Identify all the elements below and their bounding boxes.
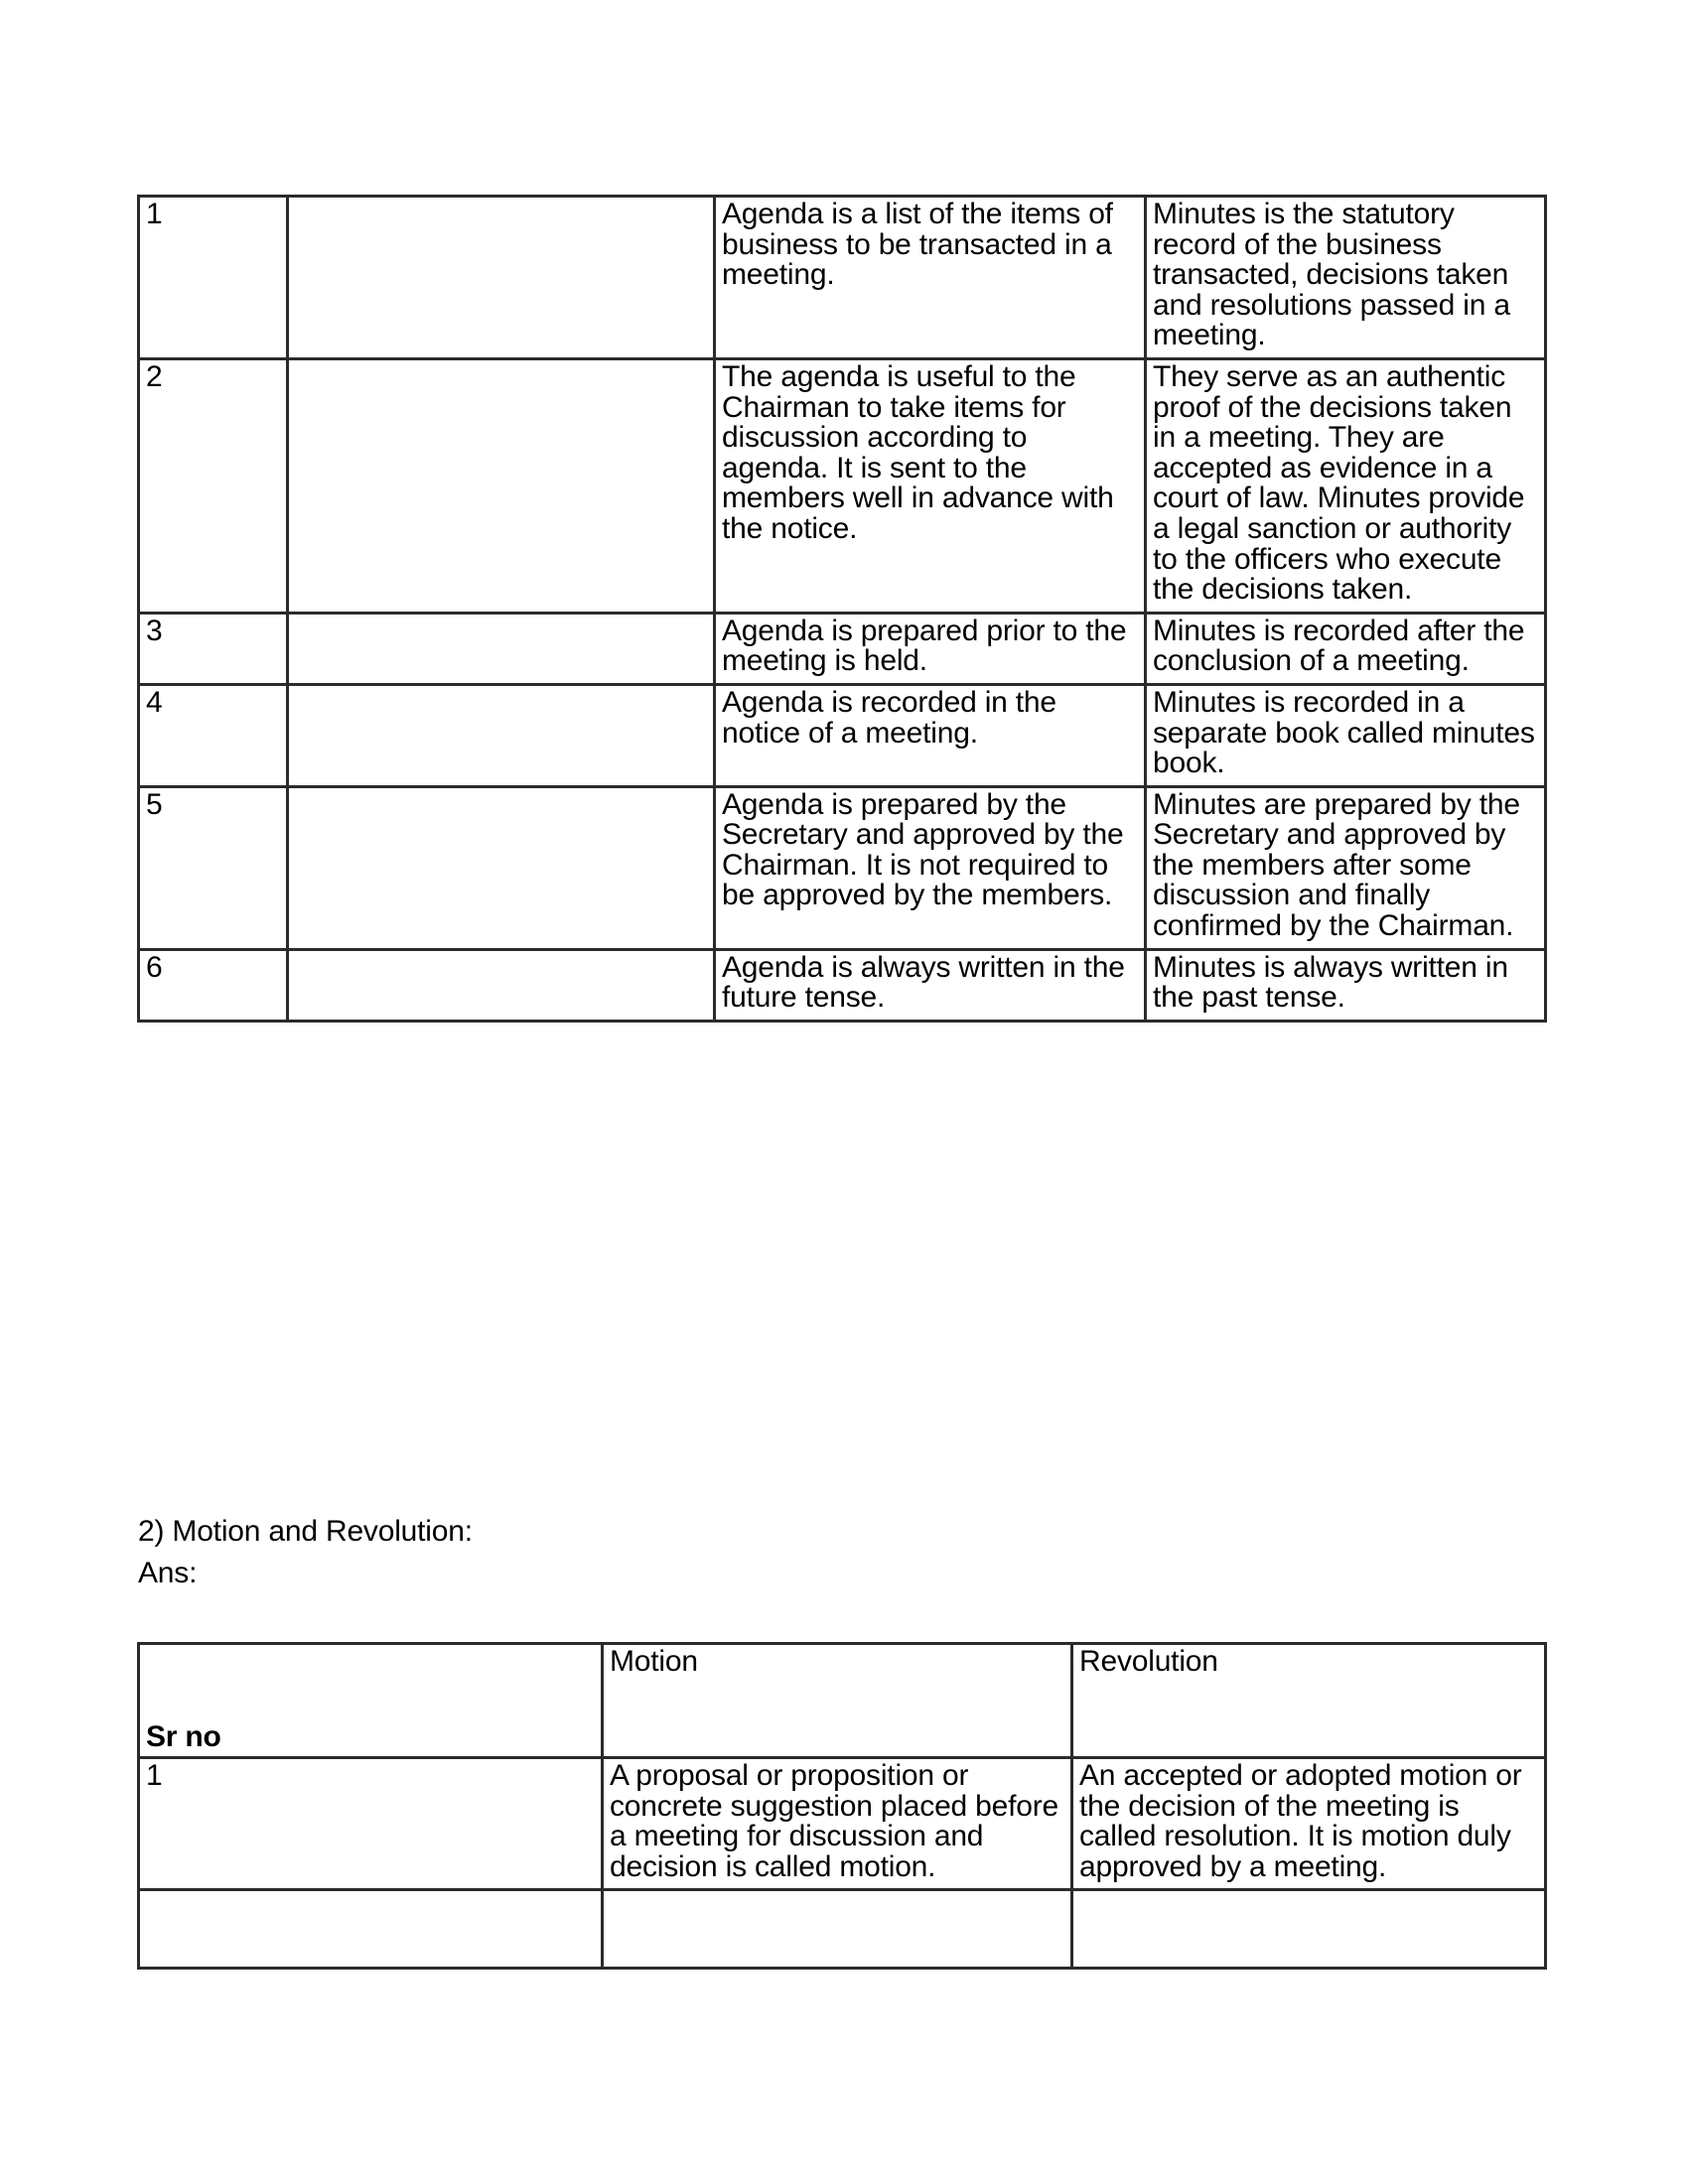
cell-blank — [288, 613, 715, 684]
cell-minutes: Minutes is the statutory record of the business transacted, decisions taken and resolutions passed in a meeting. — [1146, 197, 1546, 359]
header-cell-sr-no — [139, 1644, 603, 1758]
cell-blank — [288, 684, 715, 786]
cell-agenda: Agenda is prepared by the Secretary and approved by the Chairman. It is not required to be approved by the members. — [715, 786, 1146, 949]
table-row — [139, 613, 1546, 684]
cell-sr-no: 6 — [139, 949, 288, 1021]
cell-minutes: They serve as an authentic proof of the decisions taken in a meeting. They are accepted as evidence in a court of law. Minutes provide a legal sanction or authority to the officers who execute the decisions taken. — [1146, 358, 1546, 613]
cell-sr-no: 4 — [139, 684, 288, 786]
header-label-sr-no: Sr no — [146, 1720, 221, 1753]
answer-label: Ans: — [138, 1557, 198, 1589]
cell-revolution: An accepted or adopted motion or the decision of the meeting is called resolution. It is motion duly approved by a meeting. — [1072, 1758, 1546, 1890]
cell-sr-no: 1 — [139, 197, 288, 359]
cell-agenda: Agenda is always written in the future tense. — [715, 949, 1146, 1021]
table-row — [139, 1758, 1546, 1890]
table-motion-vs-revolution — [137, 1642, 1547, 1970]
cell-minutes: Minutes are prepared by the Secretary and approved by the members after some discussion and finally confirmed by the Chairman. — [1146, 786, 1546, 949]
cell-blank — [288, 197, 715, 359]
cell-sr-no: 1 — [139, 1758, 603, 1890]
cell-minutes: Minutes is recorded after the conclusion of a meeting. — [1146, 613, 1546, 684]
cell-revolution — [1072, 1890, 1546, 1969]
cell-agenda: The agenda is useful to the Chairman to take items for discussion according to agenda. It is sent to the members well in advance with the notice. — [715, 358, 1146, 613]
cell-blank — [288, 358, 715, 613]
cell-agenda: Agenda is recorded in the notice of a meeting. — [715, 684, 1146, 786]
cell-sr-no: 3 — [139, 613, 288, 684]
header-cell-motion: Motion — [603, 1644, 1072, 1758]
cell-sr-no: 2 — [139, 358, 288, 613]
cell-motion — [603, 1890, 1072, 1969]
cell-sr-no: 5 — [139, 786, 288, 949]
cell-blank — [288, 786, 715, 949]
table-row — [139, 786, 1546, 949]
table-row — [139, 1890, 1546, 1969]
cell-minutes: Minutes is recorded in a separate book called minutes book. — [1146, 684, 1546, 786]
cell-agenda: Agenda is a list of the items of business to be transacted in a meeting. — [715, 197, 1146, 359]
table-row — [139, 358, 1546, 613]
cell-minutes: Minutes is always written in the past tense. — [1146, 949, 1546, 1021]
header-cell-revolution: Revolution — [1072, 1644, 1546, 1758]
table-row — [139, 684, 1546, 786]
cell-agenda: Agenda is prepared prior to the meeting is held. — [715, 613, 1146, 684]
cell-sr-no — [139, 1890, 603, 1969]
cell-motion: A proposal or proposition or concrete suggestion placed before a meeting for discussion and decision is called motion. — [603, 1758, 1072, 1890]
section-heading: 2) Motion and Revolution: — [138, 1515, 473, 1548]
table-agenda-vs-minutes — [137, 195, 1547, 1023]
table-header-row — [139, 1644, 1546, 1758]
cell-blank — [288, 949, 715, 1021]
table-row — [139, 197, 1546, 359]
table-row — [139, 949, 1546, 1021]
